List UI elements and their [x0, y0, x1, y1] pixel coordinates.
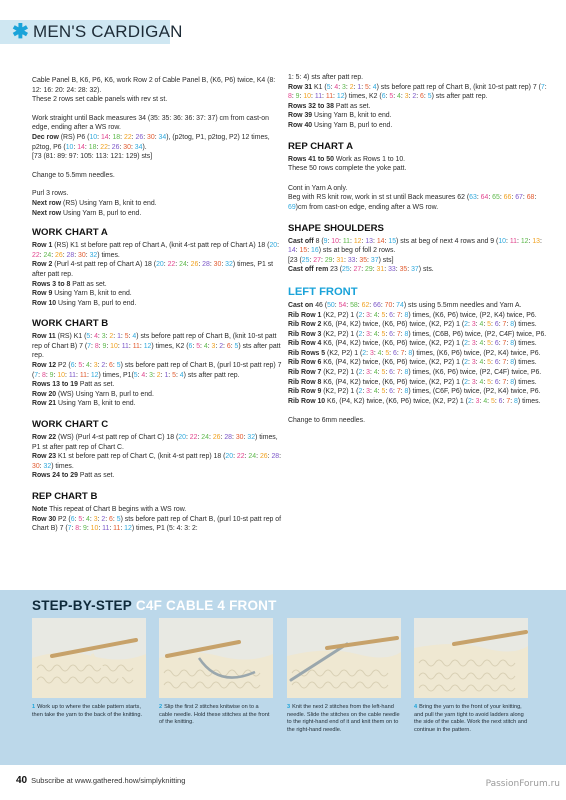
asterisk-icon: ✱ — [12, 21, 29, 43]
step-photo — [159, 618, 273, 698]
step-card — [159, 618, 273, 727]
section-heading: REP CHART B — [32, 491, 98, 502]
instruction-block: 1: 5: 4) sts after patt rep. Row 31 K1 (5: 4: 3: 2: 1: 5: 4) sts before patt rep of Chart B, (knit 10-st patt rep) 7 (7: 8: 9: 10: 11: 11: 12) times, K2 (6: 5: 4: 3: 2: 6: 5) sts after patt rep. Rows 32 to 38 Patt as set. Row 39 Using Yarn B, knit to end. Row 40 Using Yarn B, purl to end. — [288, 74, 547, 129]
step-caption: 2 Slip the first 2 stitches knitwise on to a cable needle. Hold these stitches at the front of the knitting. — [159, 704, 270, 726]
instruction-block: Row 22 (WS) (Purl 4-st patt rep of Chart C) 18 (20: 22: 24: 26: 28: 30: 32) times, P1 st after patt rep of Chart C. Row 23 K1 st before patt rep of Chart C, (knit 4-st patt rep) 18 (20: 22: 24: 26: 28: 30: 32) times. Rows 24 to 29 Patt as set. — [32, 434, 282, 480]
step-caption: 1 Work up to where the cable pattern starts, then take the yarn to the back of the knitting. — [32, 704, 143, 718]
knitting-photo-icon — [414, 618, 528, 698]
step-card — [32, 618, 146, 719]
step-card — [287, 618, 401, 734]
step-photo — [287, 618, 401, 698]
section-header — [0, 20, 183, 44]
knitting-photo-icon — [159, 618, 273, 698]
step-photo — [32, 618, 146, 698]
paragraph: Change to 6mm needles. — [288, 417, 365, 425]
knitting-photo-icon — [32, 618, 146, 698]
paragraph: Work straight until Back measures 34 (35: 35: 36: 36: 37: 37) cm from cast-on edge, ending after a WS row. Dec row (RS) P6 (10: 14: 18: 22: 26: 30: 34), (p2tog, P1, p2tog, P2) 12 times, p2tog, P6 (10: 14: 18: 22: 26: 30: 34). [73 (81: 89: 97: 105: 113: 121: 129) sts] — [32, 114, 270, 161]
step-caption: 4 Bring the yarn to the front of your knitting, and pull the yarn tight to avoid ladders along the side of the cable. Work the next stitch and continue in the pattern. — [414, 704, 528, 733]
instruction-block: Cast on 46 (50: 54: 58: 62: 66: 70: 74) sts using 5.5mm needles and Yarn A. Rib Row 1 (K2, P2) 1 (2: 3: 4: 5: 6: 7: 8) times, (K6, P6) twice, (P2, K4) twice, P6. Rib Row 2 K6, (P4, K2) twice, (K6, P6) twice, (K2, P2) 1 (2: 3: 4: 5: 6: 7: 8) times. Rib Row 3 (K2, P2) 1 (2: 3: 4: 5: 6: 7: 8) times, (C6B, P6) twice, (P2, C4F) twice, P6. Rib Row 4 K6, (P4, K2) twice, (K6, P6) twice, (K2, P2) 1 (2: 3: 4: 5: 6: 7: 8) times. Rib Rows 5 (K2, P2) 1 (2: 3: 4: 5: 6: 7: 8) times, (K6, P6) twice, (P2, K4) twice, P6. Rib Row 6 K6, (P4, K2) twice, (K6, P6) twice, (K2, P2) 1 (2: 3: 4: 5: 6: 7: 8) times. Rib Row 7 (K2, P2) 1 (2: 3: 4: 5: 6: 7: 8) times, (K6, P6) twice, (P2, C4F) twice, P6. Rib Row 8 K6, (P4, K2) twice, (K6, P6) twice, (K2, P2) 1 (2: 3: 4: 5: 6: 7: 8) times. Rib Row 9 (K2, P2) 1 (2: 3: 4: 5: 6: 7: 8) times, (C6F, P6) twice, (P2, K4) twice, P6. Rib Row 10 K6, (P4, K2) twice, (K6, P6) twice, (K2, P2) 1 (2: 3: 4: 5: 6: 7: 8) times. — [288, 301, 547, 405]
section-heading: WORK CHART B — [32, 318, 109, 330]
instruction-block: Cont in Yarn A only. Beg with RS knit row, work in st st until Back measures 62 (63: 64: 65: 66: 67: 68: 69)cm from cast-on edge, ending after a WS row. — [288, 184, 537, 211]
instruction-block: Row 1 (RS) K1 st before patt rep of Chart A, (knit 4-st patt rep of Chart A) 18 (20: 22: 24: 26: 28: 30: 32) times. Row 2 (Purl 4-st patt rep of Chart A) 18 (20: 22: 24: 26: 28: 30: 32) times, P1 st after patt rep. Rows 3 to 8 Patt as set. Row 9 Using Yarn B, knit to end. Row 10 Using Yarn B, purl to end. — [32, 242, 280, 307]
watermark: PassionForum.ru — [485, 779, 560, 789]
page-footer — [16, 775, 185, 786]
step-photo — [414, 618, 528, 698]
instruction-block: Row 11 (RS) K1 (5: 4: 3: 2: 1: 5: 4) sts before patt rep of Chart B, (knit 10-st patt rep of Chart B) 7 (7: 8: 9: 10: 11: 11: 12) times, K2 (6: 5: 4: 3: 2: 6: 5) sts after patt rep. Row 12 P2 (6: 5: 4: 3: 2: 6: 5) sts before patt rep of Chart B, (purl 10-st patt rep) 7 (7: 8: 9: 10: 11: 11: 12) times, P1(5: 4: 3: 2: 1: 5: 4) sts after patt rep. Rows 13 to 19 Patt as set. Row 20 (WS) Using Yarn B, purl to end. Row 21 Using Yarn B, knit to end. — [32, 333, 282, 408]
step-by-step-panel — [0, 590, 566, 765]
paragraph: Purl 3 rows. Next row (RS) Using Yarn B, knit to end. Next row Using Yarn B, purl to end. — [32, 190, 157, 217]
step-card — [414, 618, 528, 734]
paragraph: Cable Panel B, K6, P6, K6, work Row 2 of Cable Panel B, (K6, P6) twice, K4 (8: 12: 16: 20: 24: 28: 32). These 2 rows set cable panels with rev st st. — [32, 77, 276, 104]
knitting-photo-icon — [287, 618, 401, 698]
left-column — [32, 76, 284, 544]
subscribe-link[interactable]: Subscribe at www.gathered.how/simplyknitting — [31, 776, 186, 785]
instruction-block: Cast off 8 (9: 10: 11: 12: 13: 14: 15) sts at beg of next 4 rows and 9 (10: 11: 12: 13: 14: 15: 16) sts at beg of foll 2 rows. [23 (25: 27: 29: 31: 33: 35: 37) sts] Cast off rem 23 (25: 27: 29: 31: 33: 35: 37) sts. — [288, 237, 542, 274]
instruction-block: Rows 41 to 50 Work as Rows 1 to 10. These 50 rows complete the yoke patt. — [288, 155, 407, 173]
page-number: 40 — [16, 775, 28, 786]
section-heading: SHAPE SHOULDERS — [288, 222, 384, 234]
right-column — [288, 73, 550, 435]
page-title: MEN'S CARDIGAN — [33, 22, 183, 41]
paragraph: Change to 5.5mm needles. — [32, 171, 115, 179]
section-heading: REP CHART A — [288, 140, 354, 152]
instruction-block: Note This repeat of Chart B begins with a WS row. Row 30 P2 (6: 5: 4: 3: 2: 6: 5) sts before patt rep of Chart B, (purl 10-st patt rep of Chart B) 7 (7: 8: 9: 10: 11: 11: 12) times, P1 (5: 4: 3: 2: — [32, 506, 282, 533]
step-caption: 3 Knit the next 2 stitches from the left-hand needle. Slide the stitches on the cable needle to the right-hand end of it and knit them on to the right-hand needle. — [287, 704, 400, 733]
panel-title: STEP-BY-STEP C4F CABLE 4 FRONT — [32, 598, 277, 613]
section-heading: WORK CHART A — [32, 227, 108, 239]
section-heading: WORK CHART C — [32, 419, 109, 431]
section-heading-accent: LEFT FRONT — [288, 285, 358, 298]
